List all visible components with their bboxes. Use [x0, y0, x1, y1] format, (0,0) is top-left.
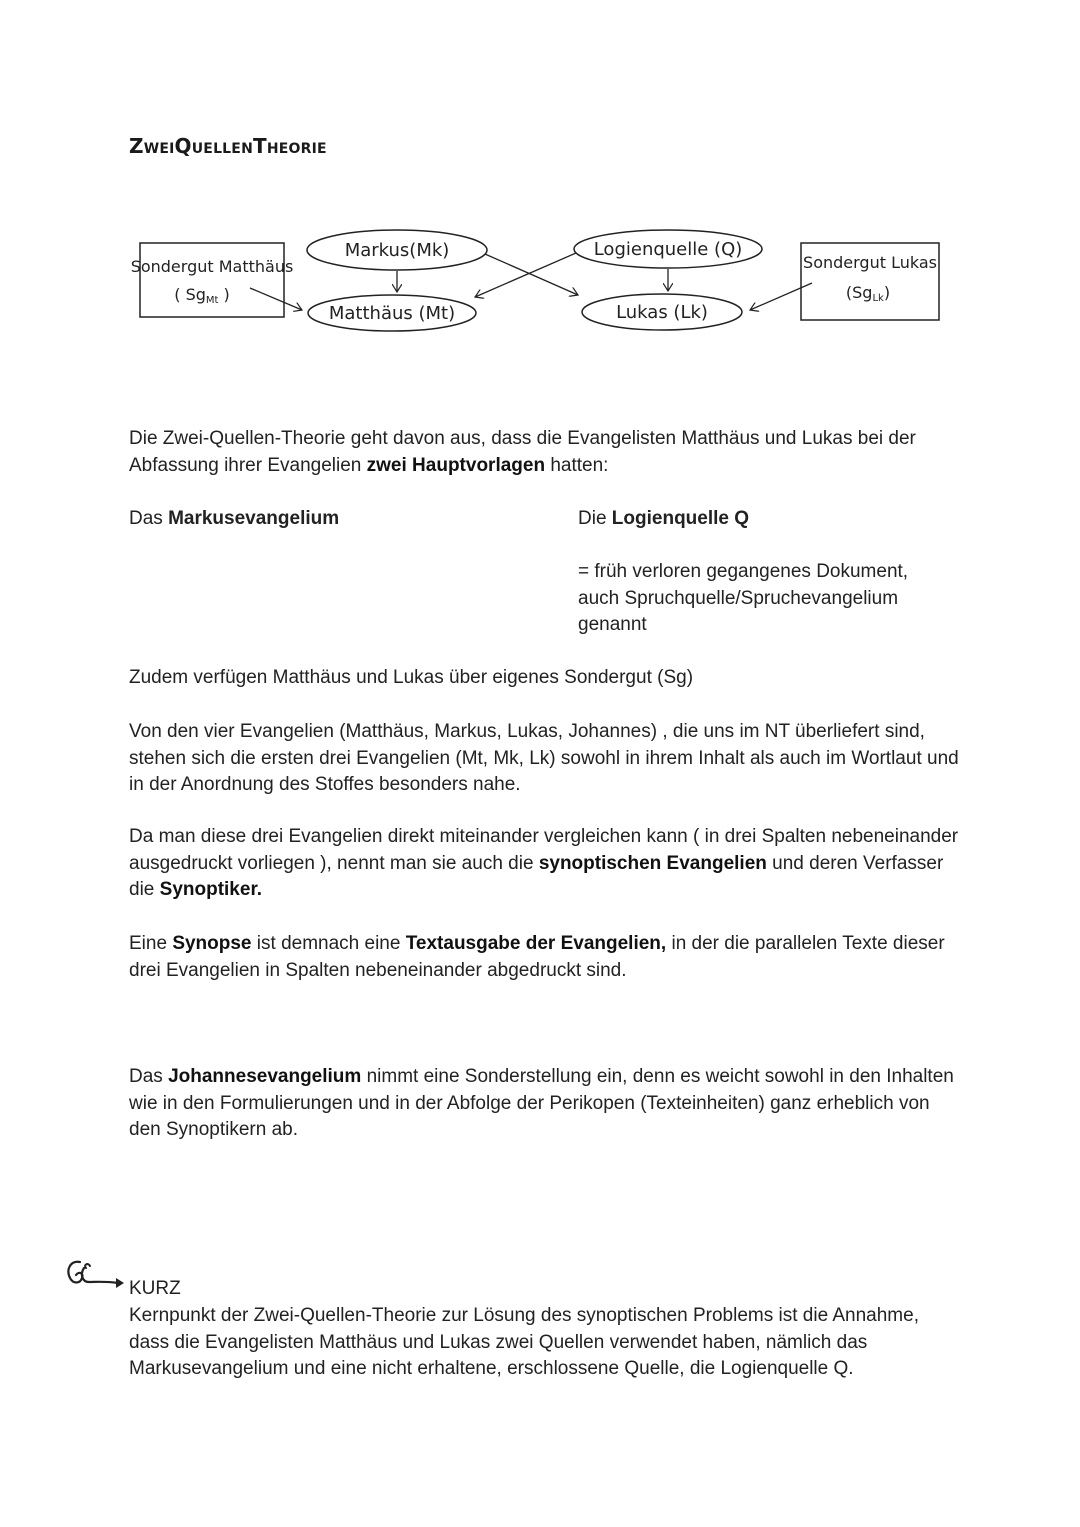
source-markus: Das Markusevangelium: [129, 508, 340, 529]
arrow-sgmt-to-matthaeus: [250, 288, 302, 310]
kurz-paragraph: Kernpunkt der Zwei-Quellen-Theorie zur Lösung des synoptischen Problems ist die Annahme, dass die Evangelisten Matthäus und Lukas zwei Quellen verwendet haben, nämlich das Markusevangelium und eine nicht erhaltene, erschlossene Quelle, die Logienquelle Q.: [129, 1305, 919, 1379]
page-title: ZWEIQUELLENTHEORIE: [129, 134, 327, 158]
sondergut-matthaeus-box: [131, 243, 294, 317]
sondergut-lukas-box: [801, 243, 939, 320]
logienquelle-description: = früh verloren gegangenes Dokument, auch Spruchquelle/Spruchevangelium genannt: [578, 561, 909, 635]
sondergut-matthaeus-sg: ( Sg: [174, 285, 206, 304]
sondergut-lukas-sg: (Sg: [845, 283, 873, 302]
markus-node: [307, 230, 487, 270]
logienquelle-label: Logienquelle (Q): [593, 239, 743, 260]
matthaeus-label: Matthäus (Mt): [328, 303, 456, 324]
four-gospels-paragraph: Von den vier Evangelien (Matthäus, Markus, Lukas, Johannes) , die uns im NT überliefert sind, stehen sich die ersten drei Evangelien (Mt, Mk, Lk) sowohl in ihrem Inhalt als auch im Wortlaut und in der Anordnung des Stoffes besonders nahe.: [129, 721, 959, 795]
arrow-logien-to-matthaeus: [475, 253, 576, 297]
sondergut-lukas-line1: Sondergut Lukas: [803, 253, 937, 272]
lukas-node: [582, 294, 742, 330]
sondergut-matthaeus-line1: Sondergut Matthäus: [130, 257, 294, 276]
sondergut-paragraph: Zudem verfügen Matthäus und Lukas über eigenes Sondergut (Sg): [129, 667, 694, 688]
logienquelle-node: [574, 230, 762, 268]
johannes-paragraph: Das Johannesevangelium nimmt eine Sonderstellung ein, denn es weicht sowohl in den Inhalten wie in den Formulierungen und in der Abfolge der Perikopen (Texteinheiten) ganz erheblich von den Synoptikern ab.: [129, 1066, 954, 1140]
synoptic-paragraph: Da man diese drei Evangelien direkt miteinander vergleichen kann ( in drei Spalten nebeneinander ausgedruckt vorliegen ), nennt man sie auch die synoptischen Evangelien und deren Verfasser die Synoptiker.: [129, 826, 959, 900]
matthaeus-node: [308, 295, 476, 331]
arrow-markus-to-lukas: [485, 254, 578, 295]
svg-text:(SgLk): (SgLk): [845, 283, 891, 304]
lukas-label: Lukas (Lk): [616, 302, 708, 323]
handwritten-arrow-icon: [62, 1256, 132, 1296]
kurz-label: KURZ: [129, 1278, 181, 1299]
svg-text:( SgMt ): ( SgMt ): [174, 285, 230, 306]
markus-label: Markus(Mk): [344, 240, 450, 261]
arrow-sglk-to-lukas: [750, 283, 812, 310]
intro-paragraph: Die Zwei-Quellen-Theorie geht davon aus, dass die Evangelisten Matthäus und Lukas bei der Abfassung ihrer Evangelien zwei Hauptvorlagen hatten:: [129, 428, 916, 476]
source-logienquelle: Die Logienquelle Q: [578, 508, 750, 529]
two-source-diagram: [130, 220, 950, 335]
synopse-paragraph: Eine Synopse ist demnach eine Textausgabe der Evangelien, in der die parallelen Texte dieser drei Evangelien in Spalten nebeneinander abgedruckt sind.: [129, 933, 945, 981]
